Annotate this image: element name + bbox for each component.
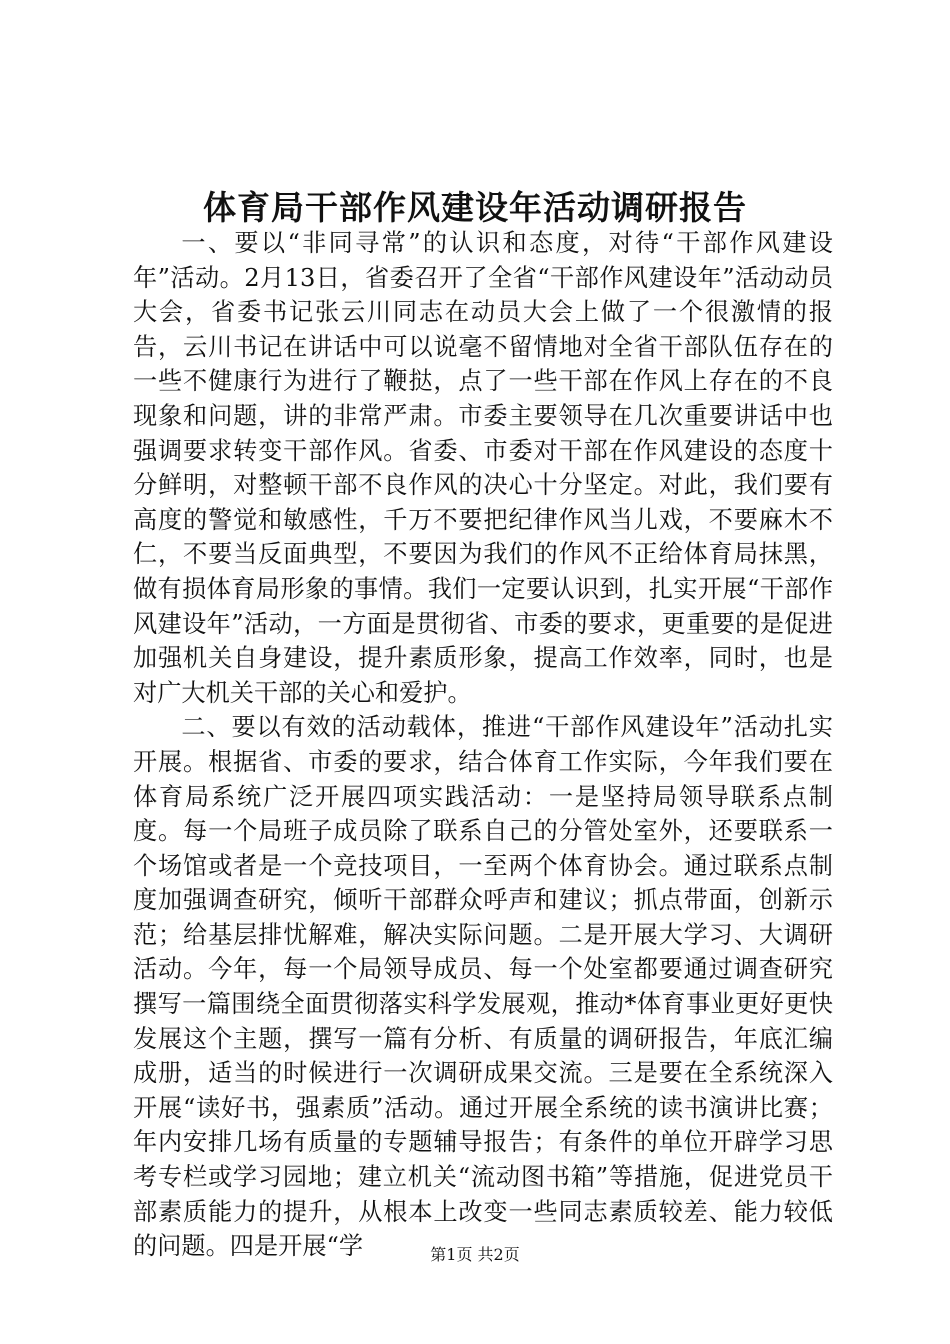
page-number-footer: 第1页 共2页 xyxy=(430,1245,520,1264)
document-title: 体育局干部作风建设年活动调研报告 xyxy=(203,188,747,227)
paragraph-2: 二、要以有效的活动载体，推进“干部作风建设年”活动扎实开展。根据省、市委的要求，结合体育工作实际，今年我们要在体育局系统广泛开展四项实践活动：一是坚持局领导联系点制度。每一个局班子成员除了联系自己的分管处室外，还要联系一个场馆或者是一个竞技项目，一至两个体育协会。通过联系点制度加强调查研究，倾听干部群众呼声和建议；抓点带面，创新示范；给基层排忧解难，解决实际问题。二是开展大学习、大调研活动。今年，每一个局领导成员、每一个处室都要通过调查研究撰写一篇围绕全面贯彻落实科学发展观，推动*体育事业更好更快发展这个主题，撰写一篇有分析、有质量的调研报告，年底汇编成册，适当的时候进行一次调研成果交流。三是要在全系统深入开展“读好书，强素质”活动。通过开展全系统的读书演讲比赛；年内安排几场有质量的专题辅导报告；有条件的单位开辟学习思考专栏或学习园地；建立机关“流动图书箱”等措施，促进党员干部素质能力的提升，从根本上改变一些同志素质较差、能力较低的问题。四是开展“学 xyxy=(133,713,833,1261)
document-body xyxy=(133,226,833,1264)
paragraph-1: 一、要以“非同寻常”的认识和态度，对待“干部作风建设年”活动。2月13日，省委召开了全省“干部作风建设年”活动动员大会，省委书记张云川同志在动员大会上做了一个很激情的报告，云川书记在讲话中可以说毫不留情地对全省干部队伍存在的一些不健康行为进行了鞭挞，点了一些干部在作风上存在的不良现象和问题，讲的非常严肃。市委主要领导在几次重要讲话中也强调要求转变干部作风。省委、市委对干部在作风建设的态度十分鲜明，对整顿干部不良作风的决心十分坚定。对此，我们要有高度的警觉和敏感性，千万不要把纪律作风当儿戏，不要麻木不仁，不要当反面典型，不要因为我们的作风不正给体育局抹黑，做有损体育局形象的事情。我们一定要认识到，扎实开展“干部作风建设年”活动，一方面是贯彻省、市委的要求，更重要的是促进加强机关自身建设，提升素质形象，提高工作效率，同时，也是对广大机关干部的关心和爱护。 xyxy=(133,229,833,707)
